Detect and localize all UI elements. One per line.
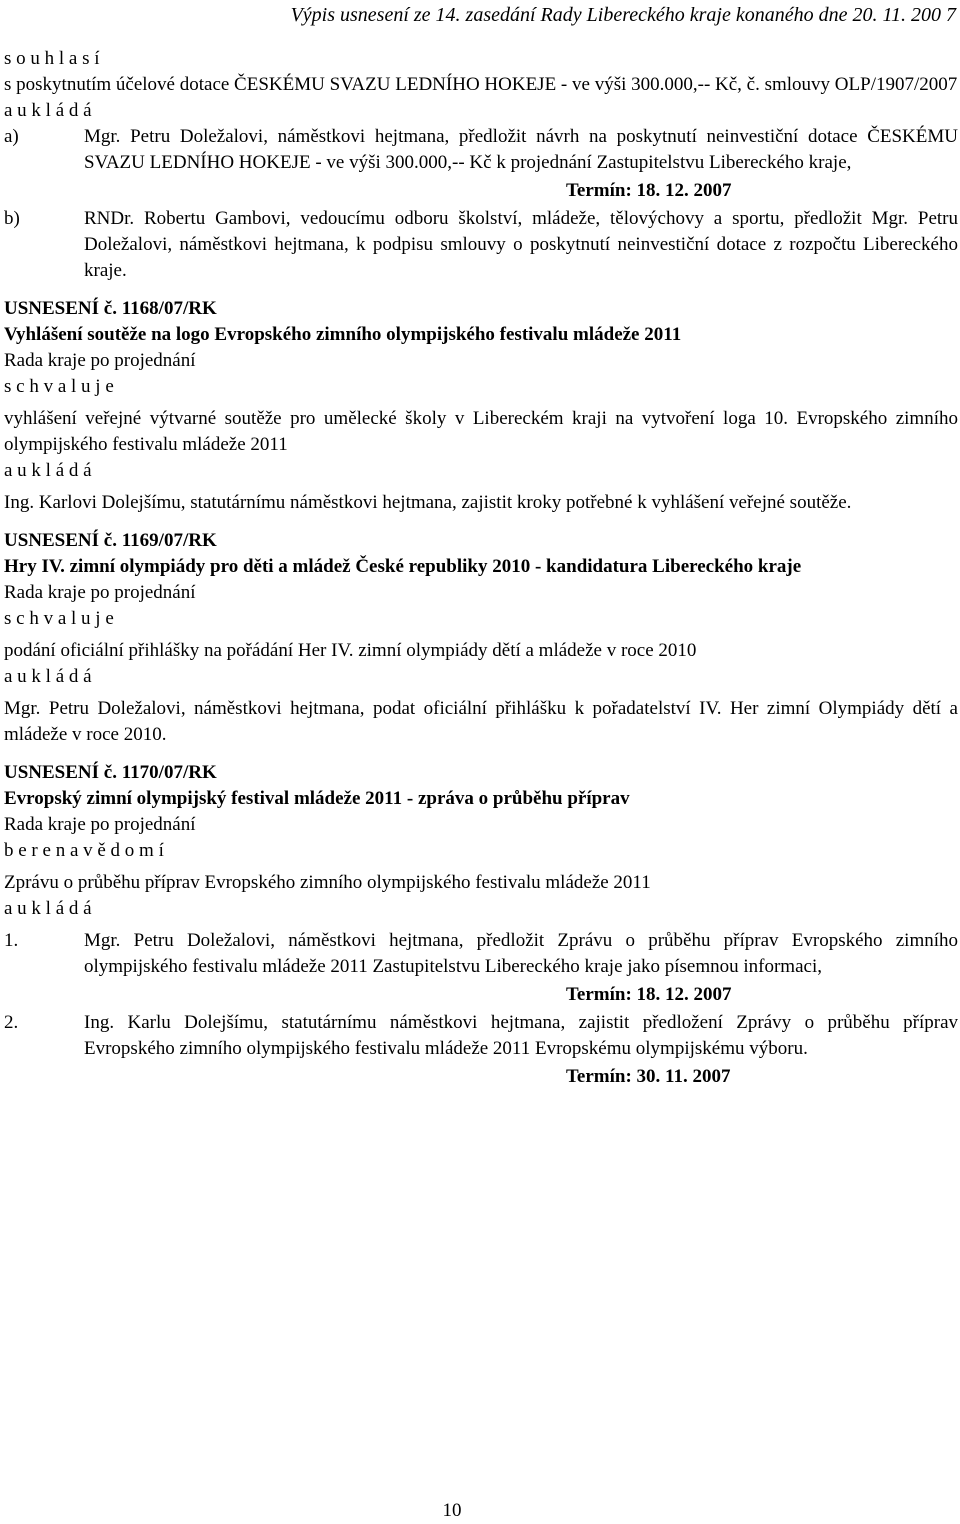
schvaluje-keyword: s c h v a l u j e [4, 376, 114, 397]
uklada-keyword: a u k l á d á [4, 666, 92, 687]
bere-na-vedomi-keyword: b e r e n a v ě d o m í [4, 840, 164, 861]
resolution-text: podání oficiální přihlášky na pořádání Her IV. zimní olympiády dětí a mládeže v roce 2010 [4, 640, 697, 661]
deadline: Termín: 18. 12. 2007 [566, 984, 732, 1005]
page-header: Výpis usnesení ze 14. zasedání Rady Libereckého kraje konaného dne 20. 11. 200 7 [290, 4, 956, 26]
task-text: Ing. Karlu Dolejšímu, statutárnímu náměstkovi hejtmana, zajistit předložení Zprávy o průběhu příprav Evropského zimního olympijského festivalu mládeže 2011 Evropskému olympijskému výboru. [84, 1012, 958, 1059]
task-label: a) [4, 126, 19, 147]
deadline: Termín: 30. 11. 2007 [566, 1066, 731, 1087]
page-number: 10 [442, 1500, 462, 1521]
uklada-keyword: a u k l á d á [4, 100, 92, 121]
resolution-title: Hry IV. zimní olympiády pro děti a mládež České republiky 2010 - kandidatura Libereckého kraje [4, 556, 802, 577]
resolution-number: USNESENÍ č. 1170/07/RK [4, 762, 217, 783]
page-content [4, 46, 958, 1092]
task-text: Mgr. Petru Doležalovi, náměstkovi hejtmana, předložit návrh na poskytnutí neinvestiční dotace ČESKÉMU SVAZU LEDNÍHO HOKEJE - ve výši 300.000,-- Kč k projednání Zastupitelstvu Libereckého kraje, [84, 126, 958, 173]
task-text: Mgr. Petru Doležalovi, náměstkovi hejtmana, předložit Zprávu o průběhu příprav Evropského zimního olympijského festivalu mládeže 2011 Zastupitelstvu Libereckého kraje jako písemnou informaci, [84, 930, 958, 977]
resolution-number: USNESENÍ č. 1168/07/RK [4, 298, 217, 319]
rada-text: Rada kraje po projednání [4, 814, 196, 835]
task-text: RNDr. Robertu Gambovi, vedoucímu odboru školství, mládeže, tělovýchovy a sportu, předložit Mgr. Petru Doležalovi, náměstkovi hejtmana, k podpisu smlouvy o poskytnutí neinvestiční dotace z rozpočtu Libereckého kraje. [84, 208, 958, 281]
resolution-title: Evropský zimní olympijský festival mládeže 2011 - zpráva o průběhu příprav [4, 788, 630, 809]
souhlasi-text: s poskytnutím účelové dotace ČESKÉMU SVAZU LEDNÍHO HOKEJE - ve výši 300.000,-- Kč, č. smlouvy OLP/1907/2007 [4, 74, 958, 95]
task-item-2 [4, 1010, 958, 1062]
deadline: Termín: 18. 12. 2007 [566, 180, 732, 201]
uklada-keyword: a u k l á d á [4, 898, 92, 919]
resolution-text: Zprávu o průběhu příprav Evropského zimního olympijského festivalu mládeže 2011 [4, 872, 651, 893]
uklada-text: Ing. Karlovi Dolejšímu, statutárnímu náměstkovi hejtmana, zajistit kroky potřebné k vyhlášení veřejné soutěže. [4, 492, 852, 513]
uklada-text: Mgr. Petru Doležalovi, náměstkovi hejtmana, podat oficiální přihlášku k pořadatelství IV. Her zimní Olympiády dětí a mládeže v roce 2010. [4, 698, 958, 745]
resolution-title: Vyhlášení soutěže na logo Evropského zimního olympijského festivalu mládeže 2011 [4, 324, 682, 345]
task-label: b) [4, 208, 20, 229]
schvaluje-keyword: s c h v a l u j e [4, 608, 114, 629]
task-label: 1. [4, 930, 19, 951]
resolution-text: vyhlášení veřejné výtvarné soutěže pro umělecké školy v Libereckém kraji na vytvoření loga 10. Evropského zimního olympijského festivalu mládeže 2011 [4, 408, 958, 455]
souhlasi-keyword: s o u h l a s í [4, 48, 100, 69]
rada-text: Rada kraje po projednání [4, 582, 196, 603]
task-label: 2. [4, 1012, 19, 1033]
task-item-a [4, 124, 958, 176]
task-item-b [4, 206, 958, 284]
resolution-number: USNESENÍ č. 1169/07/RK [4, 530, 217, 551]
uklada-keyword: a u k l á d á [4, 460, 92, 481]
task-item-1 [4, 928, 958, 980]
rada-text: Rada kraje po projednání [4, 350, 196, 371]
